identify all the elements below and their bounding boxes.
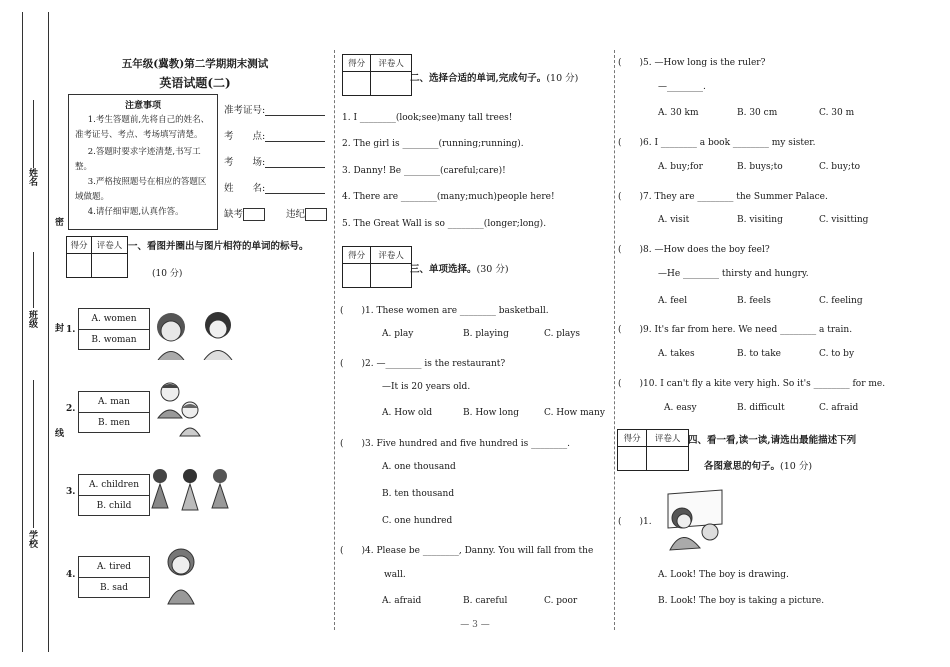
s3-q3-b[interactable]: B. ten thousand	[382, 489, 455, 499]
score-label: 得分	[67, 237, 92, 254]
s3-q1	[340, 303, 549, 316]
s3-q7-a[interactable]: A. visit	[658, 215, 690, 225]
s1-q2-num: 2.	[66, 404, 76, 414]
s3-q8-line2: —He ________ thirsty and hungry.	[658, 269, 809, 279]
s3-q4-a[interactable]: A. afraid	[382, 596, 422, 606]
notes-item-4: 4.请仔细审题,认真作答。	[87, 207, 184, 217]
section4-heading2-text: 各图意思的句子。	[704, 461, 781, 472]
s3-q9	[618, 322, 852, 335]
s3-q7	[618, 189, 828, 202]
s3-q1-text: 1. These women are ________ basketball.	[365, 306, 549, 316]
section4-heading: 四、看一看,读一读,请选出最能描述下列	[688, 435, 857, 446]
field-site-label: 考 点:	[224, 131, 266, 142]
s4-q1-a[interactable]: A. Look! The boy is drawing.	[658, 570, 789, 580]
s3-q5-c[interactable]: C. 30 m	[819, 108, 855, 118]
s3-q6-answer[interactable]: ( )	[618, 138, 644, 148]
s3-q8-b[interactable]: B. feels	[737, 296, 771, 306]
s1-q2-option-a[interactable]: A. man	[79, 392, 149, 413]
score-cell[interactable]	[618, 447, 647, 470]
s3-q4-b[interactable]: B. careful	[463, 596, 508, 606]
s3-q6	[618, 135, 815, 148]
s3-q5-line2: —________.	[658, 82, 706, 92]
section2-heading	[410, 70, 578, 84]
s2-q1: 1. I ________(look;see)many tall trees!	[342, 113, 513, 123]
left-border	[22, 12, 23, 652]
s1-q3-choices	[78, 474, 150, 516]
grader-cell[interactable]	[647, 447, 688, 470]
room-input[interactable]	[265, 167, 325, 168]
s1-q4-option-a[interactable]: A. tired	[79, 557, 149, 578]
s3-q2-a[interactable]: A. How old	[382, 408, 433, 418]
section4-heading-line2	[704, 458, 812, 472]
score-table-4	[617, 429, 689, 471]
s1-q4-num: 4.	[66, 570, 76, 580]
s3-q10	[618, 376, 885, 389]
score-cell[interactable]	[343, 264, 371, 287]
s3-q6-text: 6. I ________ a book ________ my sister.	[643, 138, 816, 148]
man-and-boy-icon	[150, 378, 210, 438]
s3-q7-answer[interactable]: ( )	[618, 192, 644, 202]
s3-q9-c[interactable]: C. to by	[819, 349, 855, 359]
s1-q1-choices	[78, 308, 150, 350]
binding-line	[48, 12, 49, 652]
s4-q1-b[interactable]: B. Look! The boy is taking a picture.	[658, 596, 825, 606]
s3-q4-answer[interactable]: ( )	[340, 546, 366, 556]
score-table-2	[342, 54, 412, 96]
s3-q7-c[interactable]: C. visitting	[819, 215, 869, 225]
absent-box[interactable]	[243, 208, 265, 221]
section3-heading	[410, 261, 509, 275]
grader-label: 评卷人	[92, 237, 127, 254]
children-icon	[146, 466, 234, 522]
field-name-label: 姓 名:	[224, 183, 266, 194]
s2-q5: 5. The Great Wall is so ________(longer;long).	[342, 219, 547, 229]
field-exam-no	[224, 102, 325, 116]
s3-q5-text: 5. —How long is the ruler?	[643, 58, 766, 68]
s3-q3-c[interactable]: C. one hundred	[382, 516, 453, 526]
two-women-icon	[146, 305, 246, 360]
score-table-3	[342, 246, 412, 288]
exam-subtitle: 英语试题(二)	[159, 76, 231, 90]
tired-girl-icon	[160, 546, 202, 606]
s1-q2-option-b[interactable]: B. men	[98, 418, 130, 428]
s4-q1	[618, 514, 652, 527]
exam-title: 五年级(冀教)第二学期期末测试	[121, 58, 269, 70]
s3-q9-b[interactable]: B. to take	[737, 349, 781, 359]
s3-q7-text: 7. They are ________ the Summer Palace.	[643, 192, 828, 202]
page-number: — 3 —	[460, 620, 490, 630]
violation-label: 违纪	[286, 209, 306, 220]
notes-item-3: 3.严格按照题号在相应的答题区域做题。	[75, 177, 207, 202]
s1-q3-option-b[interactable]: B. child	[96, 501, 132, 511]
class-line	[33, 252, 34, 308]
section2-points: (10 分)	[546, 73, 579, 84]
violation-box[interactable]	[305, 208, 327, 221]
section1-heading: 一、看图并圈出与图片相符的单词的标号。	[128, 241, 309, 252]
score-cell[interactable]	[343, 72, 371, 95]
s3-q3	[340, 436, 570, 449]
s3-q4	[340, 543, 593, 556]
s3-q10-a[interactable]: A. easy	[664, 403, 697, 413]
column-divider-2	[614, 50, 615, 630]
s1-q3-num: 3.	[66, 487, 76, 497]
s3-q8	[618, 242, 770, 255]
s3-q9-answer[interactable]: ( )	[618, 325, 644, 335]
s1-q4-option-b[interactable]: B. sad	[99, 583, 129, 593]
s3-q1-answer[interactable]: ( )	[340, 306, 366, 316]
field-name	[224, 180, 325, 194]
score-label: 得分	[343, 247, 371, 264]
site-input[interactable]	[265, 141, 325, 142]
notes-item-1: 1.考生答题前,先将自己的姓名、准考证号、考点、考场填写清楚。	[75, 115, 210, 140]
s2-q4: 4. There are ________(many;much)people here!	[342, 192, 555, 202]
s3-q5-b[interactable]: B. 30 cm	[737, 108, 778, 118]
s3-q7-b[interactable]: B. visiting	[737, 215, 783, 225]
binding-xian: 线	[53, 428, 63, 437]
field-exam-no-label: 准考证号:	[224, 105, 266, 116]
margin-label-name: 姓名	[27, 168, 37, 186]
s3-q2-c[interactable]: C. How many	[544, 408, 605, 418]
s3-q6-b[interactable]: B. buys;to	[737, 162, 783, 172]
score-table-1	[66, 236, 128, 278]
s1-q4-choices	[78, 556, 150, 598]
s3-q1-b[interactable]: B. playing	[463, 329, 509, 339]
field-room	[224, 154, 325, 168]
s3-q2-answer[interactable]: ( )	[340, 359, 366, 369]
s4-q1-num: 1.	[643, 517, 652, 527]
s4-q1-answer[interactable]: ( )	[618, 517, 644, 527]
name-input[interactable]	[265, 193, 325, 194]
notes-title: 注意事项	[124, 101, 161, 111]
score-label: 得分	[343, 55, 371, 72]
name-line	[33, 100, 34, 168]
notes-item-2: 2.答题时要求字迹清楚,书写工整。	[75, 147, 201, 172]
s3-q4-c[interactable]: C. poor	[544, 596, 578, 606]
grader-cell[interactable]	[371, 264, 411, 287]
grader-label: 评卷人	[371, 247, 411, 264]
s3-q10-answer[interactable]: ( )	[618, 379, 644, 389]
section1-points: (10 分)	[152, 269, 183, 279]
s3-q10-text: 10. I can't fly a kite very high. So it's ________ for me.	[643, 379, 886, 389]
s3-q5	[618, 55, 765, 68]
s1-q1-num: 1.	[66, 325, 76, 335]
s3-q8-answer[interactable]: ( )	[618, 245, 644, 255]
s3-q2-line2: —It is 20 years old.	[382, 382, 471, 392]
grader-label: 评卷人	[647, 430, 688, 447]
s3-q3-text: 3. Five hundred and five hundred is ________.	[365, 439, 570, 449]
s3-q9-a[interactable]: A. takes	[658, 349, 695, 359]
s3-q10-b[interactable]: B. difficult	[737, 403, 785, 413]
absent-label: 缺考	[224, 209, 244, 220]
s3-q8-c[interactable]: C. feeling	[819, 296, 863, 306]
field-absent-violation	[224, 206, 327, 221]
s3-q2	[340, 356, 505, 369]
binding-mi: 密	[53, 217, 63, 226]
margin-label-class: 班级	[27, 310, 37, 328]
margin-label-school: 学校	[27, 530, 37, 548]
s3-q6-c[interactable]: C. buy;to	[819, 162, 860, 172]
s3-q8-text: 8. —How does the boy feel?	[643, 245, 770, 255]
s1-q3-option-a[interactable]: A. children	[79, 475, 149, 496]
notes-box	[68, 94, 218, 230]
s3-q1-a[interactable]: A. play	[382, 329, 414, 339]
boy-drawing-icon	[660, 486, 730, 552]
section2-heading-text: 二、选择合适的单词,完成句子。	[410, 73, 547, 84]
s1-q1-option-a[interactable]: A. women	[79, 309, 149, 330]
score-cell[interactable]	[67, 254, 92, 277]
s3-q4-text: 4. Please be ________, Danny. You will fall from the	[365, 546, 594, 556]
grader-cell[interactable]	[92, 254, 127, 277]
field-room-label: 考 场:	[224, 157, 266, 168]
s2-q2: 2. The girl is ________(running;running).	[342, 139, 524, 149]
grader-label: 评卷人	[371, 55, 411, 72]
s3-q3-a[interactable]: A. one thousand	[382, 462, 456, 472]
exam-no-input[interactable]	[265, 115, 325, 116]
s3-q1-c[interactable]: C. plays	[544, 329, 580, 339]
s3-q10-c[interactable]: C. afraid	[819, 403, 859, 413]
column-divider-1	[334, 50, 335, 630]
s3-q5-a[interactable]: A. 30 km	[658, 108, 699, 118]
s3-q6-a[interactable]: A. buy;for	[658, 162, 703, 172]
binding-feng: 封	[53, 323, 63, 332]
school-line	[33, 380, 34, 528]
s3-q2-b[interactable]: B. How long	[463, 408, 520, 418]
s3-q9-text: 9. It's far from here. We need ________ a train.	[643, 325, 853, 335]
s2-q3: 3. Danny! Be ________(careful;care)!	[342, 166, 506, 176]
field-site	[224, 128, 325, 142]
s1-q2-choices	[78, 391, 150, 433]
section4-points: (10 分)	[780, 461, 813, 472]
s3-q4-line2: wall.	[384, 570, 406, 580]
s3-q5-answer[interactable]: ( )	[618, 58, 644, 68]
score-label: 得分	[618, 430, 647, 447]
grader-cell[interactable]	[371, 72, 411, 95]
s1-q1-option-b[interactable]: B. woman	[91, 335, 137, 345]
s3-q8-a[interactable]: A. feel	[658, 296, 688, 306]
s3-q3-answer[interactable]: ( )	[340, 439, 366, 449]
section3-points: (30 分)	[476, 264, 509, 275]
section3-heading-text: 三、单项选择。	[410, 264, 477, 275]
s3-q2-text: 2. —________ is the restaurant?	[365, 359, 506, 369]
